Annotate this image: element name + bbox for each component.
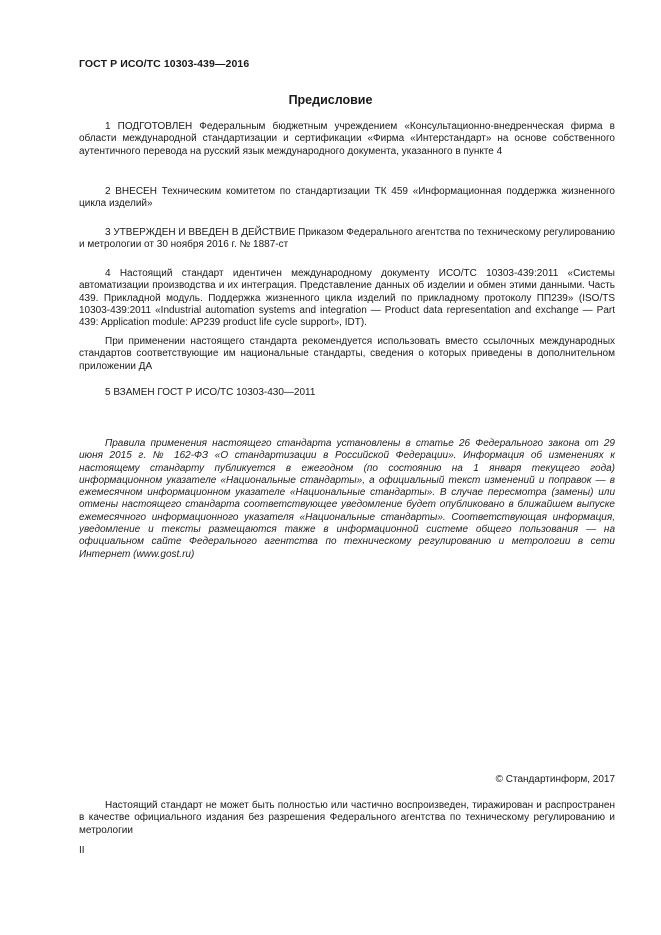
- section-3-paragraph: 3 УТВЕРЖДЕН И ВВЕДЕН В ДЕЙСТВИЕ Приказом Федерального агентства по техническому регулированию и метрологии от 30 ноября 2016 г. № 1887-ст: [79, 227, 615, 251]
- page-number: II: [79, 845, 85, 856]
- reproduction-notice: Настоящий стандарт не может быть полностью или частично воспроизведен, тиражирован и распространен в качестве официального издания без разрешения Федерального агентства по техническому регулированию и метрологии: [79, 800, 615, 836]
- section-4-paragraph: 4 Настоящий стандарт идентичен международному документу ИСО/ТС 10303-439:2011 «Системы автоматизации производства и их интеграция. Представление данных об изделии и обмен этими данными. Часть 439. Прикладной модуль. Поддержка жизненного цикла изделий по прикладному протоколу ПП239» (ISO/TS 10303-439:2011 «Industrial automation systems and integration — Product data representation and exchange — Part 439: Application module: AP239 product life cycle support», IDT).: [79, 268, 615, 329]
- document-header: ГОСТ Р ИСО/ТС 10303-439—2016: [79, 58, 250, 70]
- section-1-paragraph: 1 ПОДГОТОВЛЕН Федеральным бюджетным учреждением «Консультационно-внедренческая фирма в области международной стандартизации и сертификации «Фирма «Интерстандарт» на основе собственного аутентичного перевода на русский язык международного документа, указанного в пункте 4: [79, 121, 615, 157]
- section-5-paragraph: 5 ВЗАМЕН ГОСТ Р ИСО/ТС 10303-430—2011: [105, 387, 316, 398]
- page-title: Предисловие: [288, 93, 373, 107]
- section-4-note-paragraph: При применении настоящего стандарта рекомендуется использовать вместо ссылочных международных стандартов соответствующие им национальные стандарты, сведения о которых приведены в дополнительном приложении ДА: [79, 336, 615, 372]
- application-rules-notice: Правила применения настоящего стандарта установлены в статье 26 Федерального закона от 29 июня 2015 г. № 162-ФЗ «О стандартизации в Российской Федерации». Информация об изменениях к настоящему стандарту публикуется в ежегодном (по состоянию на 1 января текущего года) информационном указателе «Национальные стандарты», а официальный текст изменений и поправок — в ежемесячном информационном указателе «Национальные стандарты». В случае пересмотра (замены) или отмены настоящего стандарта соответствующее уведомление будет опубликовано в ближайшем выпуске ежемесячного информационного указателя «Национальные стандарты». Соответствующая информация, уведомление и тексты размещаются также в информационной системе общего пользования — на официальном сайте Федерального агентства по техническому регулированию и метрологии в сети Интернет (www.gost.ru): [79, 438, 615, 560]
- copyright-line: © Стандартинформ, 2017: [495, 774, 615, 785]
- section-2-paragraph: 2 ВНЕСЕН Техническим комитетом по стандартизации ТК 459 «Информационная поддержка жизненного цикла изделий»: [79, 186, 615, 210]
